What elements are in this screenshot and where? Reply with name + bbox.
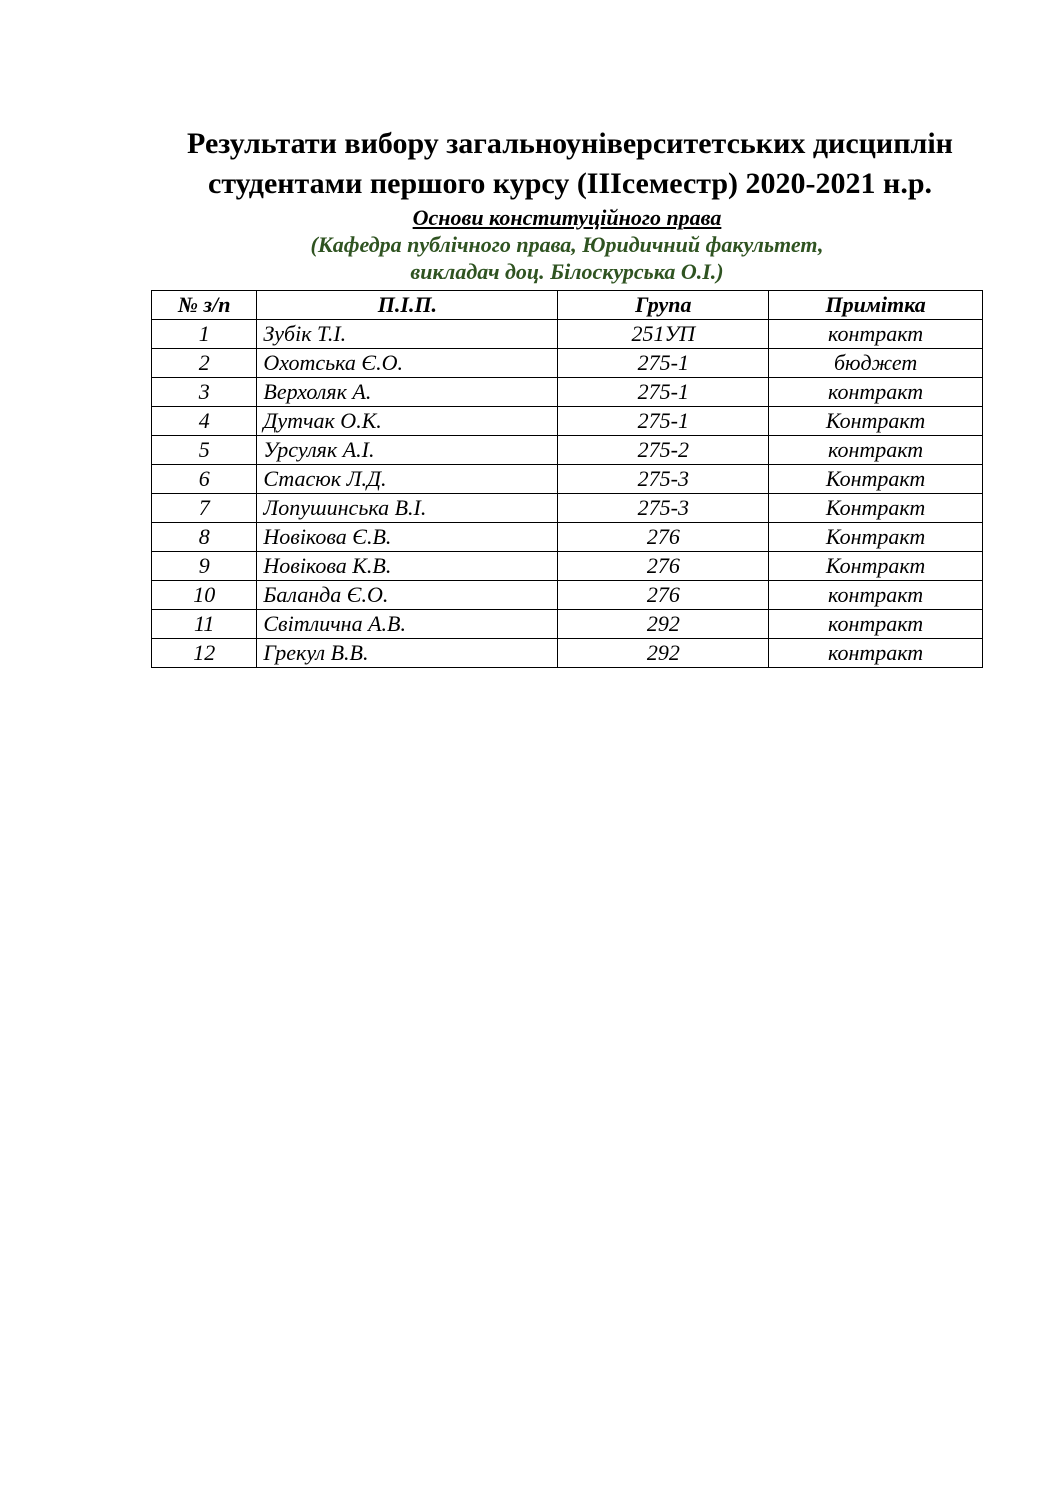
- table-row: [152, 552, 983, 581]
- cell-name: Верхоляк А.: [257, 378, 558, 407]
- subject-block: [150, 204, 984, 285]
- table-row: [152, 320, 983, 349]
- cell-group: 251УП: [558, 320, 769, 349]
- cell-name: Охотська Є.О.: [257, 349, 558, 378]
- header-row: [152, 291, 983, 320]
- department-line-2: викладач доц. Білоскурська О.І.): [410, 259, 724, 284]
- course-name: Основи конституційного права: [412, 205, 722, 230]
- cell-note: Контракт: [769, 523, 983, 552]
- cell-num: 9: [152, 552, 257, 581]
- cell-num: 1: [152, 320, 257, 349]
- cell-group: 292: [558, 610, 769, 639]
- table-row: [152, 407, 983, 436]
- cell-note: Контракт: [769, 465, 983, 494]
- cell-group: 292: [558, 639, 769, 668]
- cell-name: Лопушинська В.І.: [257, 494, 558, 523]
- cell-group: 276: [558, 552, 769, 581]
- cell-note: Контракт: [769, 407, 983, 436]
- page-title: [130, 124, 1010, 204]
- cell-name: Баланда Є.О.: [257, 581, 558, 610]
- cell-name: Стасюк Л.Д.: [257, 465, 558, 494]
- table-row: [152, 581, 983, 610]
- cell-num: 7: [152, 494, 257, 523]
- cell-group: 275-1: [558, 378, 769, 407]
- cell-name: Зубік Т.І.: [257, 320, 558, 349]
- cell-note: бюджет: [769, 349, 983, 378]
- cell-num: 2: [152, 349, 257, 378]
- cell-name: Новікова К.В.: [257, 552, 558, 581]
- cell-num: 3: [152, 378, 257, 407]
- cell-num: 12: [152, 639, 257, 668]
- cell-note: контракт: [769, 378, 983, 407]
- department-line-1: (Кафедра публічного права, Юридичний факультет,: [310, 232, 824, 257]
- table-row: [152, 349, 983, 378]
- table-row: [152, 494, 983, 523]
- cell-note: Контракт: [769, 494, 983, 523]
- cell-group: 275-3: [558, 465, 769, 494]
- cell-group: 275-1: [558, 349, 769, 378]
- header-note: Примітка: [769, 291, 983, 320]
- header-num: № з/п: [152, 291, 257, 320]
- cell-num: 11: [152, 610, 257, 639]
- cell-note: контракт: [769, 610, 983, 639]
- table-row: [152, 465, 983, 494]
- cell-name: Грекул В.В.: [257, 639, 558, 668]
- table-header: [152, 291, 983, 320]
- cell-num: 8: [152, 523, 257, 552]
- cell-note: Контракт: [769, 552, 983, 581]
- cell-num: 6: [152, 465, 257, 494]
- table-row: [152, 523, 983, 552]
- table-body: [152, 320, 983, 668]
- header-group: Група: [558, 291, 769, 320]
- header-name: П.І.П.: [257, 291, 558, 320]
- table-row: [152, 378, 983, 407]
- title-line-1: Результати вибору загальноуніверситетських дисциплін: [187, 127, 953, 161]
- cell-name: Урсуляк А.І.: [257, 436, 558, 465]
- table-row: [152, 639, 983, 668]
- cell-num: 10: [152, 581, 257, 610]
- results-table: [151, 290, 983, 668]
- cell-name: Новікова Є.В.: [257, 523, 558, 552]
- cell-num: 4: [152, 407, 257, 436]
- table-row: [152, 436, 983, 465]
- cell-group: 276: [558, 523, 769, 552]
- cell-group: 275-3: [558, 494, 769, 523]
- cell-note: контракт: [769, 436, 983, 465]
- cell-name: Дутчак О.К.: [257, 407, 558, 436]
- cell-group: 275-1: [558, 407, 769, 436]
- cell-group: 276: [558, 581, 769, 610]
- cell-note: контракт: [769, 320, 983, 349]
- cell-num: 5: [152, 436, 257, 465]
- cell-note: контракт: [769, 581, 983, 610]
- cell-group: 275-2: [558, 436, 769, 465]
- title-line-2: студентами першого курсу (ІІІсеместр) 2020-2021 н.р.: [208, 167, 932, 201]
- cell-name: Світлична А.В.: [257, 610, 558, 639]
- cell-note: контракт: [769, 639, 983, 668]
- table-row: [152, 610, 983, 639]
